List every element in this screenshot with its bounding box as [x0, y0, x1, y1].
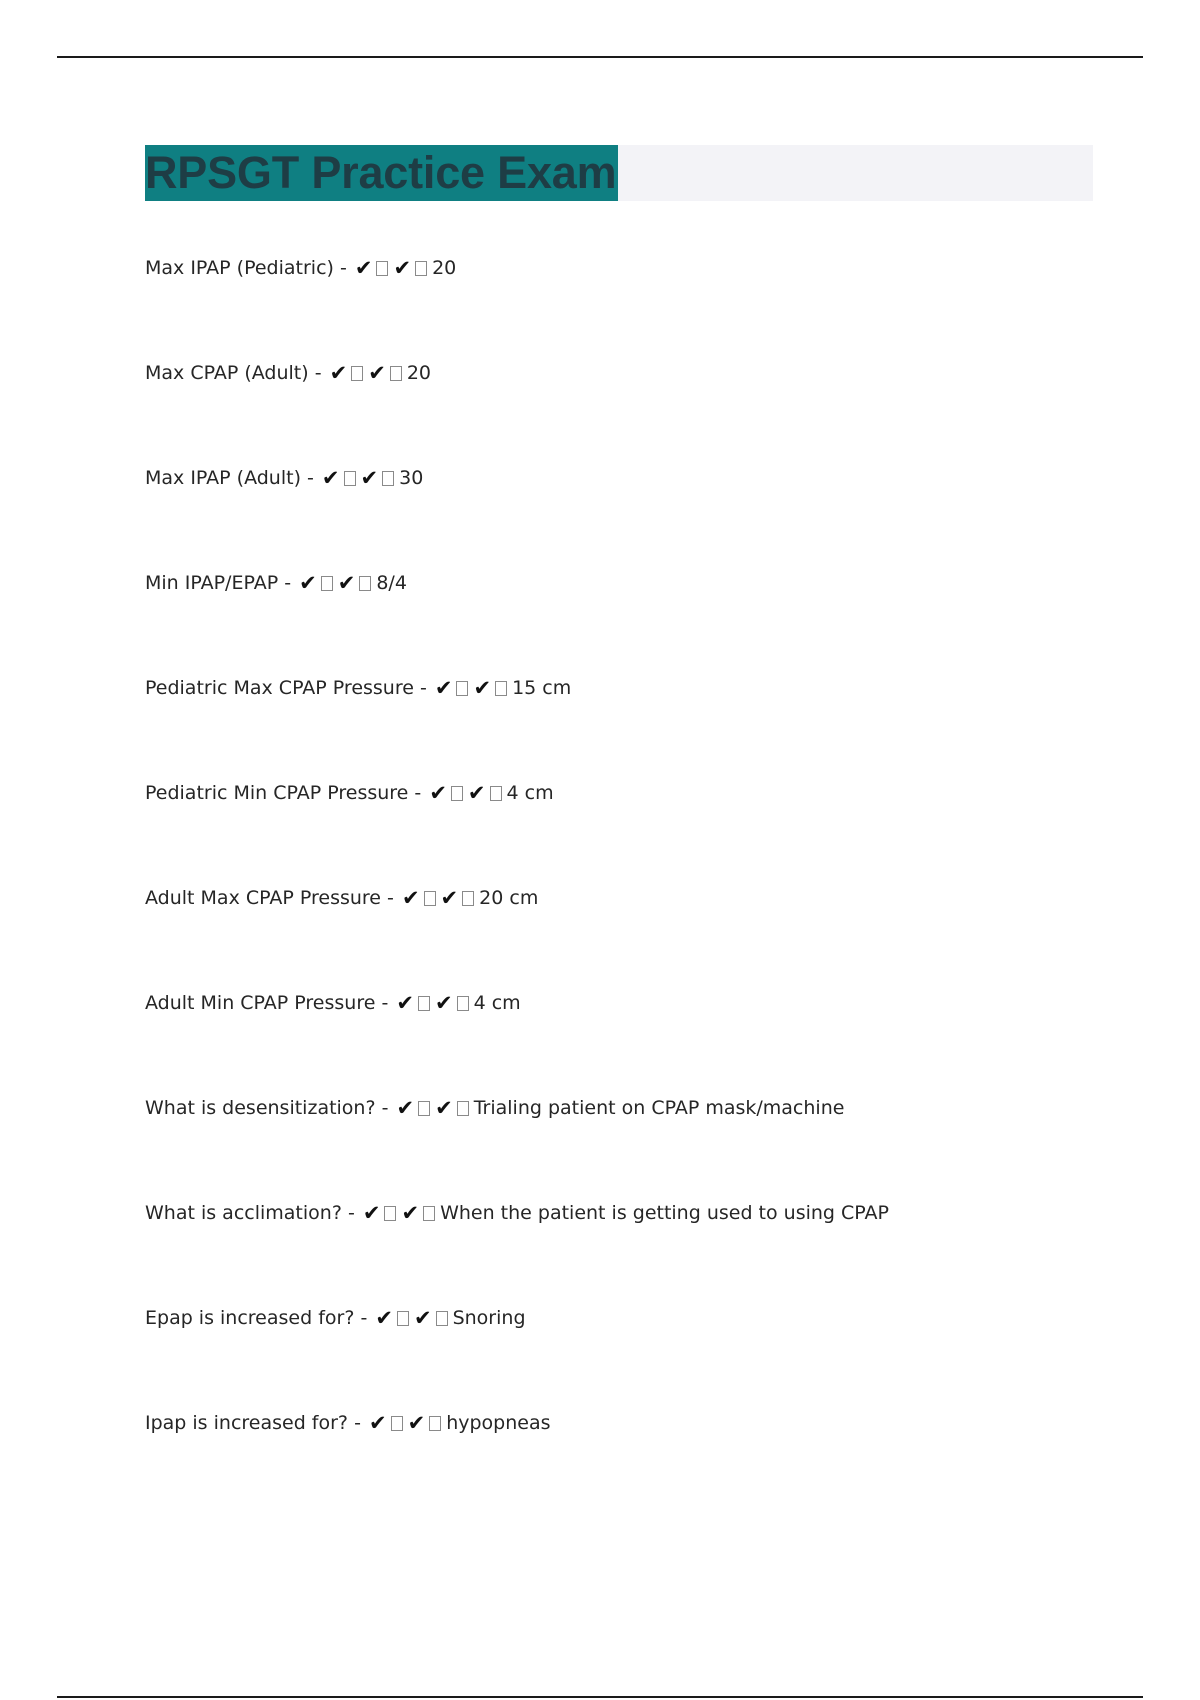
answer-text: 15 cm — [512, 677, 572, 699]
answer-marker — [322, 462, 399, 494]
check-mark-icon: ✔ — [429, 781, 447, 805]
empty-box-icon — [490, 786, 502, 801]
list-item — [145, 357, 1145, 462]
empty-box-icon — [351, 366, 363, 381]
empty-box-icon — [424, 891, 436, 906]
question-separator: - — [408, 782, 428, 804]
empty-box-icon — [418, 1101, 430, 1116]
check-mark-icon: ✔ — [396, 1096, 415, 1120]
top-divider — [57, 56, 1143, 58]
answer-marker — [375, 1302, 452, 1334]
answer-text: 8/4 — [376, 572, 407, 594]
answer-marker — [396, 987, 473, 1019]
answer-text: hypopneas — [446, 1412, 551, 1434]
question-separator: - — [348, 1412, 367, 1434]
check-mark-icon: ✔ — [407, 1411, 426, 1435]
question-separator: - — [278, 572, 298, 594]
list-item — [145, 1092, 1145, 1197]
check-mark-icon: ✔ — [434, 991, 453, 1015]
check-mark-icon: ✔ — [435, 1096, 453, 1120]
question-separator: - — [375, 1097, 395, 1119]
answer-text: 30 — [399, 467, 424, 489]
question-separator: - — [308, 362, 328, 384]
list-item — [145, 672, 1145, 777]
check-mark-icon: ✔ — [321, 466, 340, 490]
list-item — [145, 987, 1145, 1092]
check-mark-icon: ✔ — [360, 466, 379, 490]
check-mark-icon: ✔ — [473, 676, 492, 700]
empty-box-icon — [429, 1416, 441, 1431]
question-separator: - — [381, 887, 400, 909]
check-mark-icon: ✔ — [401, 1201, 420, 1225]
empty-box-icon — [390, 366, 402, 381]
list-item — [145, 882, 1145, 987]
empty-box-icon — [457, 1101, 469, 1116]
empty-box-icon — [376, 261, 388, 276]
check-mark-icon: ✔ — [434, 676, 453, 700]
check-mark-icon: ✔ — [354, 256, 373, 280]
empty-box-icon — [359, 576, 371, 591]
answer-marker — [369, 1407, 446, 1439]
question-text: Pediatric Min CPAP Pressure — [145, 782, 409, 804]
question-text: Max CPAP (Adult) — [145, 362, 309, 384]
answer-marker — [435, 672, 512, 704]
question-separator: - — [375, 992, 395, 1014]
empty-box-icon — [451, 786, 463, 801]
list-item — [145, 777, 1145, 882]
question-text: Max IPAP (Pediatric) — [145, 257, 334, 279]
list-item — [145, 252, 1145, 357]
question-text: What is acclimation? — [145, 1202, 342, 1224]
title-highlight — [145, 145, 618, 201]
empty-box-icon — [344, 471, 356, 486]
question-separator: - — [341, 1202, 361, 1224]
empty-box-icon — [321, 576, 333, 591]
question-text: Min IPAP/EPAP — [145, 572, 279, 594]
answer-text: Trialing patient on CPAP mask/machine — [473, 1097, 845, 1119]
answer-marker — [355, 252, 432, 284]
answer-text: 20 — [432, 257, 457, 279]
question-separator: - — [413, 677, 433, 699]
empty-box-icon — [391, 1416, 403, 1431]
empty-box-icon — [384, 1206, 396, 1221]
question-text: Max IPAP (Adult) — [145, 467, 301, 489]
answer-text: Snoring — [452, 1307, 526, 1329]
question-list — [145, 252, 1145, 1512]
empty-box-icon — [457, 996, 469, 1011]
question-text: What is desensitization? — [145, 1097, 376, 1119]
empty-box-icon — [456, 681, 468, 696]
answer-text: 4 cm — [506, 782, 554, 804]
check-mark-icon: ✔ — [396, 991, 414, 1015]
empty-box-icon — [382, 471, 394, 486]
check-mark-icon: ✔ — [337, 571, 356, 595]
empty-box-icon — [423, 1206, 435, 1221]
empty-box-icon — [418, 996, 430, 1011]
answer-marker — [299, 567, 376, 599]
empty-box-icon — [462, 891, 474, 906]
check-mark-icon: ✔ — [440, 886, 459, 910]
empty-box-icon — [415, 261, 427, 276]
list-item — [145, 1197, 1145, 1302]
question-separator: - — [333, 257, 353, 279]
question-text: Pediatric Max CPAP Pressure — [145, 677, 414, 699]
check-mark-icon: ✔ — [368, 361, 386, 385]
answer-marker — [330, 357, 407, 389]
list-item — [145, 567, 1145, 672]
check-mark-icon: ✔ — [368, 1411, 387, 1435]
bottom-divider — [57, 1696, 1143, 1698]
empty-box-icon — [495, 681, 507, 696]
question-text: Adult Min CPAP Pressure — [145, 992, 376, 1014]
question-text: Ipap is increased for? — [145, 1412, 349, 1434]
check-mark-icon: ✔ — [362, 1201, 381, 1225]
answer-text: 20 cm — [479, 887, 539, 909]
list-item — [145, 462, 1145, 567]
check-mark-icon: ✔ — [401, 886, 420, 910]
answer-marker — [397, 1092, 474, 1124]
check-mark-icon: ✔ — [329, 361, 348, 385]
question-text: Adult Max CPAP Pressure — [145, 887, 381, 909]
question-separator: - — [300, 467, 320, 489]
check-mark-icon: ✔ — [299, 571, 317, 595]
question-text: Epap is increased for? — [145, 1307, 355, 1329]
check-mark-icon: ✔ — [393, 256, 412, 280]
page-title: RPSGT Practice Exam — [145, 147, 617, 198]
answer-marker — [402, 882, 479, 914]
question-separator: - — [354, 1307, 374, 1329]
answer-marker — [363, 1197, 440, 1229]
check-mark-icon: ✔ — [467, 781, 486, 805]
answer-text: When the patient is getting used to using CPAP — [440, 1202, 889, 1224]
answer-text: 20 — [406, 362, 431, 384]
list-item — [145, 1302, 1145, 1407]
empty-box-icon — [397, 1311, 409, 1326]
list-item — [145, 1407, 1145, 1512]
empty-box-icon — [436, 1311, 448, 1326]
answer-text: 4 cm — [473, 992, 521, 1014]
check-mark-icon: ✔ — [375, 1306, 393, 1330]
answer-marker — [429, 777, 506, 809]
check-mark-icon: ✔ — [413, 1306, 432, 1330]
